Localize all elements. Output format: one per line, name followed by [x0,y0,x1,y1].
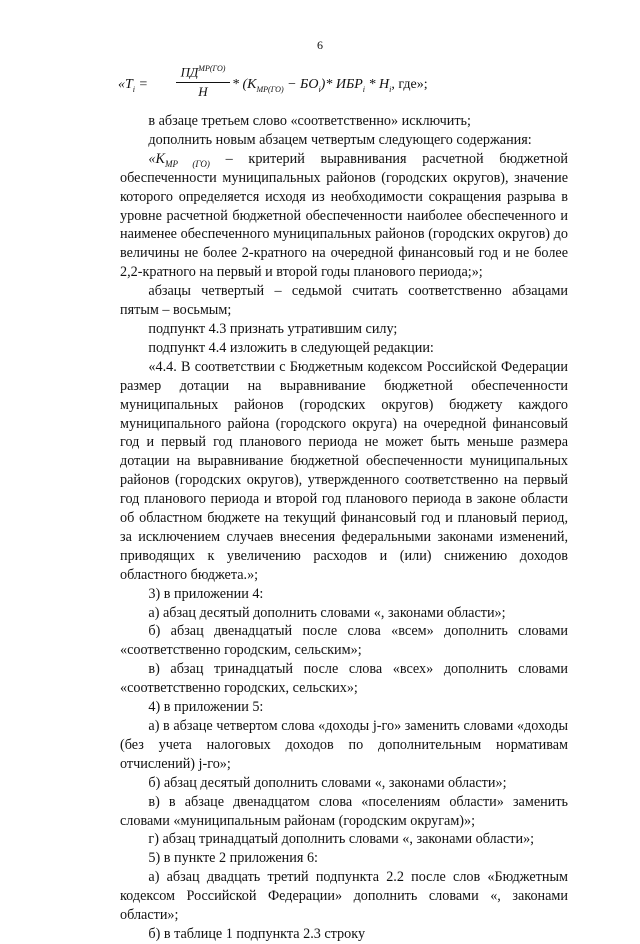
paragraph: б) абзац двенадцатый после слова «всем» дополнить словами «соответственно городским, сельским»; [120,623,568,659]
page-number: 6 [317,38,323,52]
paragraph: в) абзац тринадцатый после слова «всех» дополнить словами «соответственно городских, сельских»; [120,661,568,697]
paragraph: в) в абзаце двенадцатом слова «поселениям области» заменить словами «муниципальным районам (городским округам)»; [120,793,568,829]
paragraph: б) в таблице 1 подпункта 2.3 строку [148,925,366,942]
paragraph: 5) в пункте 2 приложения 6: [148,850,318,867]
kmr-term: «$K_{МР (ГО)}$ [148,150,210,169]
paragraph: в абзаце третьем слово «соответственно» исключить; [148,113,471,129]
document-body [120,112,568,944]
paragraph: абзацы четвертый – седьмой считать соответственно абзацами пятым – восьмым; [120,283,568,319]
paragraph: дополнить новым абзацем четвертым следующего содержания: [148,131,532,148]
paragraph: а) в абзаце четвертом слова «доходы j-го» заменить словами «доходы (без учета налоговых доходов по дополнительным нормативам отчислений) j-го»; [120,718,568,772]
formula-lhs: «$T_i$ = [118,77,148,94]
paragraph: 3) в приложении 4: [148,585,264,602]
paragraph: г) абзац тринадцатый дополнить словами «, законами области»; [148,831,535,848]
paragraph: а) абзац десятый дополнить словами «, законами области»; [148,604,506,621]
formula-fraction [176,64,230,100]
paragraph: а) абзац двадцать третий подпункта 2.2 после слов «Бюджетным кодексом Российской Федерации» дополнить словами «, законами области»; [120,869,568,924]
paragraph: б) абзац десятый дополнить словами «, законами области»; [148,774,507,791]
paragraph: «4.4. В соответствии с Бюджетным кодексом Российской Федерации размер дотации на выравнивание бюджетной обеспеченности муниципальных районов (городских округов) бюджету каждого муниципального района (городского округа) на очередной финансовый год и первый год планового периода не может быть меньше размера дотации на выравнивание бюджетной обеспеченности муниципальных районов (городских округов), утвержденного соответственно на первый год планового периода и второй год планового периода в законе области об областном бюджете на текущий финансовый год и плановый период, за исключением случаев внесения федеральными законами изменений, приводящих к увеличению расходов и (или) снижению доходов областного бюджета.»; [120,358,568,583]
formula [118,62,538,112]
formula-rhs: * $(K_{МР(ГО)} - БО_i)*$ $ИБР_i * Н_i$, где»; [232,77,428,94]
fraction-bar [176,82,230,83]
formula-denominator: Н [198,84,208,100]
paragraph: подпункт 4.3 признать утратившим силу; [148,320,398,337]
formula-numerator: $ПД^{МР(ГО)}$ [180,64,226,80]
paragraph: подпункт 4.4 изложить в следующей редакции: [148,339,434,356]
paragraph-kmr-definition: «$K_{МР (ГО)}$ – критерий выравнивания расчетной бюджетной обеспеченности муниципальных районов (городских округов), значение которого определяется исходя из необходимости сокращения разрыва в уровне расчетной бюджетной обеспеченности наиболее обеспеченного и наименее обеспеченного муниципальных районов (городских округов) до величины не более 2-кратного на очередной финансовый год и не более 2,2-кратного на первый и второй годы планового периода;»; [120,150,569,281]
paragraph: 4) в приложении 5: [148,699,264,716]
